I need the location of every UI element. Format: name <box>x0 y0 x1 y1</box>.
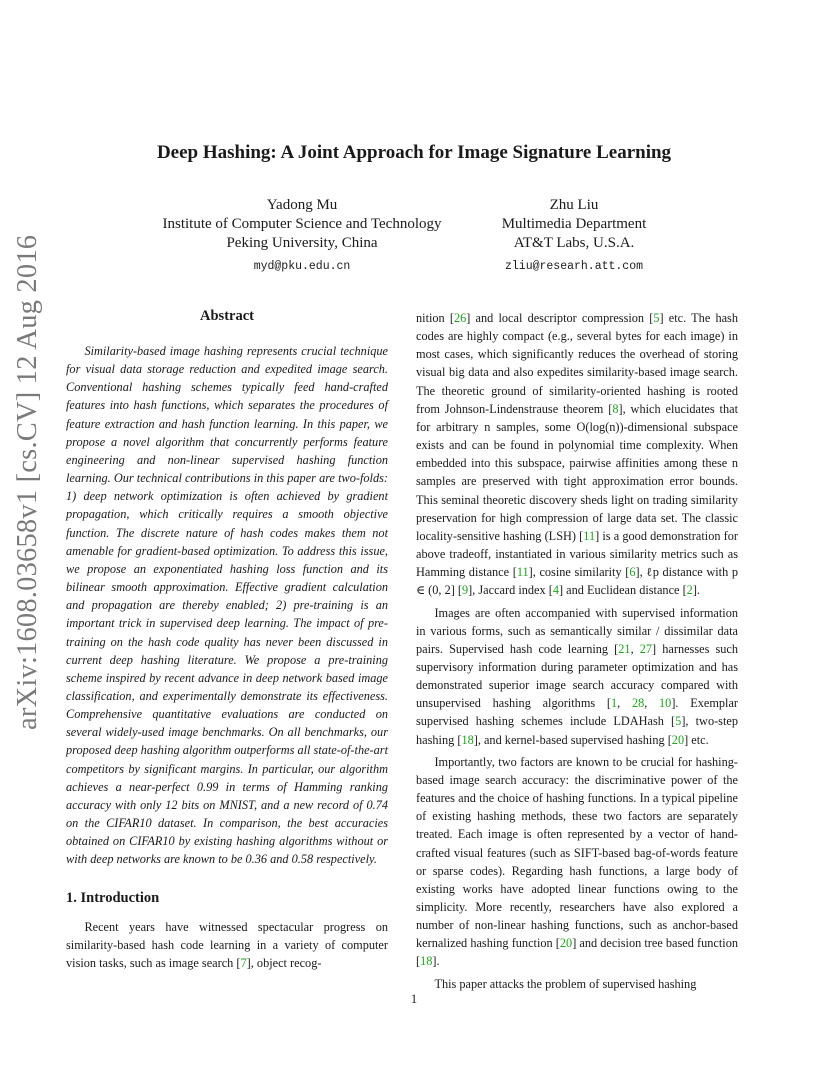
citation-link[interactable]: 5 <box>653 311 660 325</box>
citation-link[interactable]: 18 <box>461 732 474 747</box>
abstract-text: Similarity-based image hashing represents crucial technique for visual data storage reduction and expedited image search. Conventional hashing schemes typically feed hand-crafted features into hash functions, which separates the procedures of feature extraction and hash function learning. In this paper, we propose a novel algorithm that concurrently performs feature engineering and non-linear supervised hashing function learning. Our technical contributions in this paper are two-folds: 1) deep network optimization is often achieved by gradient propagation, which critically requires a smooth objective function. The discrete nature of hash codes makes them not amenable for gradient-based optimization. To address this issue, we propose an exponentiated hashing loss function and its bilinear smooth approximation. Effective gradient calculation and propagation are thereby enabled; 2) pre-training is an important trick in supervised deep learning. The impact of pre-training on the hash code quality has never been discussed in current deep hashing literature. We propose a pre-training scheme inspired by recent advance in deep network based image classification, and experimentally demonstrate its effectiveness. Comprehensive quantitative evaluations are conducted on several widely-used image benchmarks. On all benchmarks, our proposed deep hashing algorithm outperforms all state-of-the-art competitors by significant margins. In particular, our algorithm achieves a near-perfect 0.99 in terms of Hamming ranking accuracy with only 12 bits on MNIST, and a new record of 0.74 on the CIFAR10 dataset. In comparison, the best accuracies obtained on CIFAR10 by existing hashing algorithms without or with deep networks are known to be 0.36 and 0.58 respectively. <box>66 344 388 867</box>
body-paragraph: Images are often accompanied with supervised information in various forms, such as semantically similar / dissimilar data pairs. Supervised hash code learning [21, 27] harnesses such supervisory information during parameter optimization and has demonstrated superior image search accuracy compared with unsupervised hashing algorithms [1, 28, 10]. Exemplar supervised hashing schemes include LDAHash [5], two-step hashing [18], and kernel-based supervised hashing [20] etc. <box>416 605 739 747</box>
author-affiliation: Institute of Computer Science and Technology <box>162 216 442 232</box>
citation-link[interactable]: 20 <box>671 732 685 747</box>
citation-link[interactable]: 11 <box>516 565 529 580</box>
citation-link[interactable]: 7 <box>240 956 247 971</box>
citation-link[interactable]: 18 <box>420 954 433 969</box>
citation-link[interactable]: 8 <box>612 401 619 416</box>
author-email[interactable]: zliu@researh.att.com <box>504 260 644 273</box>
citation-link[interactable]: 27 <box>639 641 653 656</box>
author-name: Yadong Mu <box>266 197 338 213</box>
citation-link[interactable]: 11 <box>583 528 596 543</box>
author-location: AT&T Labs, U.S.A. <box>513 235 635 251</box>
citation-link[interactable]: 6 <box>629 565 636 580</box>
body-paragraph: Importantly, two factors are known to be crucial for hashing-based image search accuracy: the discriminative power of the features and the choice of hashing functions. In a typical pipeline of existing hashing methods, these two factors are separately treated. Each image is often represented by a vector of hand-crafted visual features (such as SIFT-based bag-of-words feature or sparse codes). Regarding hash functions, a large body of existing works have adopted linear functions owing to the simplicity. More recently, researchers have also explored a number of non-linear hashing functions, such as anchor-based kernalized hashing function [20] and decision tree based function [18]. <box>416 754 738 969</box>
author-affiliation: Multimedia Department <box>501 216 647 232</box>
citation-link[interactable]: 10 <box>659 696 672 711</box>
author-location: Peking University, China <box>226 235 378 251</box>
abstract-heading: Abstract <box>200 308 254 324</box>
citation-link[interactable]: 26 <box>453 311 467 325</box>
arxiv-stamp: arXiv:1608.03658v1 [cs.CV] 12 Aug 2016 <box>12 234 43 730</box>
author-block-2 <box>484 196 664 276</box>
body-paragraph: nition [26] and local descriptor compression [5] etc. The hash codes are highly compact (e.g., several bytes for each image) in most cases, which significantly reduces the overhead of storing visual big data and also expedites similarity-based image search. The theoretic ground of similarity-oriented hashing is rooted from Johnson-Lindenstrause theorem [8], which elucidates that for arbitrary n samples, some O(log(n))-dimensional subspace exists and can be found in polynomial time complexity. When embedded into this subspace, pairwise affinities among these n samples are preserved with tight approximation error bounds. This seminal theoretic discovery sheds light on trading similarity preservation for high compression of large data set. The classic locality-sensitive hashing (LSH) [11] is a good demonstration for above tradeoff, instantiated in various similarity metrics such as Hamming distance [11], cosine similarity [6], ℓp distance with p ∈ (0, 2] [9], Jaccard index [4] and Euclidean distance [2]. <box>416 311 738 598</box>
author-email[interactable]: myd@pku.edu.cn <box>253 260 351 273</box>
citation-link[interactable]: 20 <box>559 936 573 951</box>
introduction-heading: 1. Introduction <box>66 890 160 906</box>
citation-link[interactable]: 1 <box>610 696 618 711</box>
citation-link[interactable]: 28 <box>631 696 645 711</box>
citation-link[interactable]: 21 <box>618 641 631 656</box>
introduction-paragraph: Recent years have witnessed spectacular progress on similarity-based hash code learning in a variety of computer vision tasks, such as image search [7], object recog- <box>66 920 388 971</box>
citation-link[interactable]: 9 <box>461 583 469 598</box>
citation-link[interactable]: 4 <box>552 583 559 598</box>
page-number: 1 <box>410 992 418 1006</box>
citation-link[interactable]: 2 <box>686 583 693 598</box>
author-name: Zhu Liu <box>549 197 599 213</box>
author-block-1 <box>140 196 464 276</box>
body-paragraph: This paper attacks the problem of supervised hashing <box>434 976 697 991</box>
paper-title: Deep Hashing: A Joint Approach for Image Signature Learning <box>156 142 672 163</box>
citation-link[interactable]: 5 <box>675 714 682 729</box>
right-column <box>416 309 738 997</box>
